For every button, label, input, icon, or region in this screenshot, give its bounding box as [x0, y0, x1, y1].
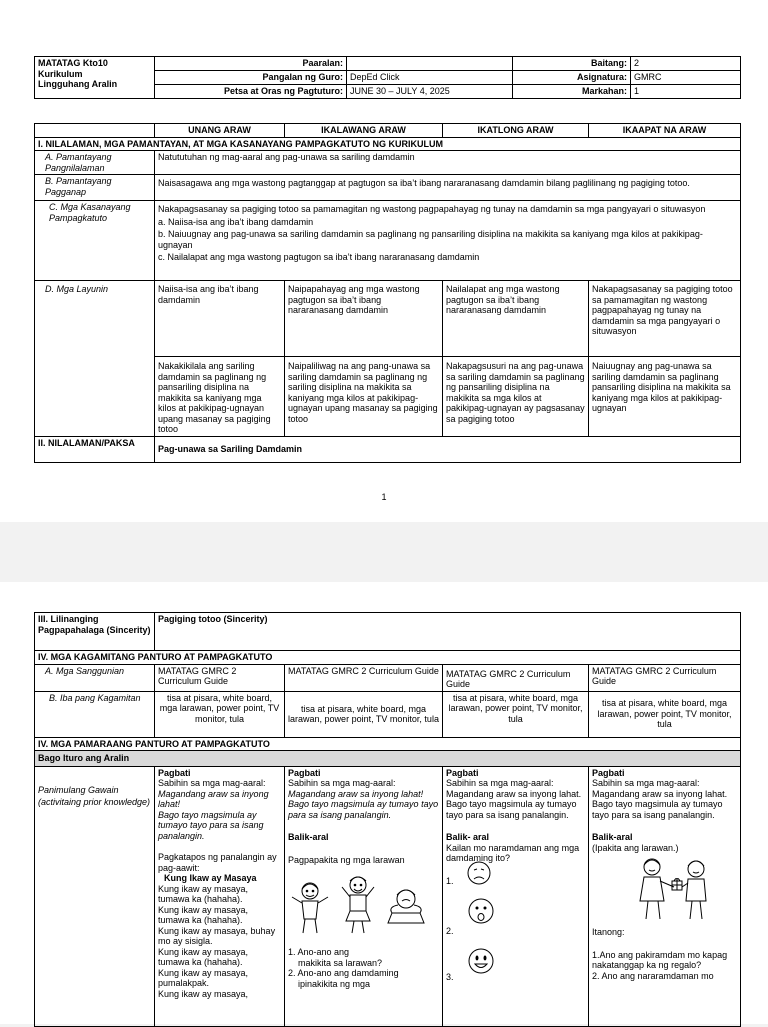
- kagamitan-day3: tisa at pisara, white board, mga larawan, power point, TV monitor, tula: [443, 691, 589, 737]
- kagamitan-day4: tisa at pisara, white board, mga larawan, power point, TV monitor, tula: [589, 691, 741, 737]
- section-3-text: Pagiging totoo (Sincerity): [155, 613, 741, 651]
- day-2-header: IKALAWANG ARAW: [285, 124, 443, 138]
- surprised-face-icon: [466, 896, 496, 926]
- panimula-day1: Pagbati Sabihin sa mga mag-aaral: Magandang araw sa inyong lahat! Bago tayo magsimula ay tumayo tayo para sa isang panalangin. Pagkatapos ng panalangin ay pag-aawit: Kung Ikaw ay Masaya Kung ikaw ay masaya, tumawa ka (hahaha). Kung ikaw ay masaya, tumawa ka (hahaha). Kung ikaw ay masaya, buhay mo ay sisigla. Kung ikaw ay masaya, tumawa ka (hahaha). Kung ikaw ay masaya, pumalakpak. Kung ikaw ay masaya,: [155, 766, 285, 1026]
- section-5-title: IV. MGA PAMARAANG PANTURO AT PAMPAGKATUTO: [35, 737, 741, 751]
- petsa-label: Petsa at Oras ng Pagtuturo:: [155, 85, 347, 99]
- happy-face-icon: [466, 946, 496, 976]
- layunin-day3-a: Nailalapat ang mga wastong pagtugon sa iba’t ibang nararanasang damdamin: [443, 281, 589, 357]
- guro-value: DepEd Click: [347, 71, 513, 85]
- sanggunian-day4: MATATAG GMRC 2 Curriculum Guide: [589, 664, 741, 691]
- sanggunian-label: A. Mga Sanggunian: [35, 664, 155, 691]
- layunin-day1-a: Naiisa-isa ang iba’t ibang damdamin: [155, 281, 285, 357]
- panimula-label: Panimulang Gawain (activitaing prior knowledge): [35, 766, 155, 1026]
- section-4-title: IV. MGA KAGAMITANG PANTURO AT PAMPAGKATUTO: [35, 651, 741, 665]
- sad-face-icon: [466, 860, 492, 886]
- pamantayang-pagganap-label: B. Pamantayang Pagganap: [35, 175, 155, 201]
- pamantayang-pangnilalaman-text: Natututuhan ng mag-aaral ang pag-unawa sa sariling damdamin: [155, 151, 741, 175]
- section-2-title: II. NILALAMAN/PAKSA: [35, 436, 155, 462]
- kagamitan-day1: tisa at pisara, white board, mga larawan, power point, TV monitor, tula: [155, 691, 285, 737]
- gift-giving-picture: [630, 853, 720, 925]
- bago-ituro-bar: Bago Ituro ang Aralin: [35, 751, 741, 767]
- layunin-day4-a: Nakapagsasanay sa pagiging totoo sa pamamagitan ng wastong pagpapahayag ng tunay na damdamin sa mga pangyayari o situwasyon: [589, 281, 741, 357]
- layunin-label: D. Mga Layunin: [35, 281, 155, 437]
- header-table: [34, 56, 741, 99]
- pamantayang-pagganap-text: Naisasagawa ang mga wastong pagtanggap at pagtugon sa iba’t ibang nararanasang damdamin bilang paglilinang ng pagiging totoo.: [155, 175, 741, 201]
- paaralan-label: Paaralan:: [155, 57, 347, 71]
- kasanayan-text: Nakapagsasanay sa pagiging totoo sa pamamagitan ng wastong pagpapahayag ng tunay na damdamin sa mga pangyayari o situwasyon a. Naiisa-isa ang iba’t ibang damdamin b. Naiuugnay ang pag-unawa sa sariling damdamin sa paglinang ng pansariling disiplina na makikita sa kaniyang mga kilos at pakikipag-ugnayan c. Nailalapat ang mga wastong pagtugon sa iba’t ibang nararanasang damdamin: [155, 201, 741, 281]
- page-2: [0, 582, 768, 1024]
- paaralan-value: [347, 57, 513, 71]
- day-4-header: IKAAPAT NA ARAW: [589, 124, 741, 138]
- layunin-day2-a: Naipapahayag ang mga wastong pagtugon sa iba’t ibang nararanasang damdamin: [285, 281, 443, 357]
- petsa-value: JUNE 30 – JULY 4, 2025: [347, 85, 513, 99]
- section-1-title: I. NILALAMAN, MGA PAMANTAYAN, AT MGA KASANAYANG PAMPAGKATUTO NG KURIKULUM: [35, 137, 741, 151]
- section-2-text: Pag-unawa sa Sariling Damdamin: [155, 436, 741, 462]
- page-number: 1: [381, 492, 387, 502]
- guro-label: Pangalan ng Guro:: [155, 71, 347, 85]
- day-1-header: UNANG ARAW: [155, 124, 285, 138]
- panimula-day2: Pagbati Sabihin sa mga mag-aaral: Magandang araw sa inyong lahat! Bago tayo magsimula ay tumayo tayo para sa isang panalangin. Balik-aral Pagpapakita ng mga larawan 1. Ano-ano ang makikita sa larawan? 2. Ano-ano ang damdaming ipinakikita ng mga: [285, 766, 443, 1026]
- layunin-day4-b: Naiuugnay ang pag-unawa sa sariling damdamin sa paglinang pansariling disiplina na makikita sa kaniyang mga kilos at pakikipag-ugnayan: [589, 357, 741, 437]
- children-emotions-picture: [288, 871, 438, 939]
- lesson-table-page1: [34, 123, 741, 463]
- lesson-table-page2: [34, 612, 741, 1027]
- baitang-label: Baitang:: [513, 57, 631, 71]
- panimula-day3: Pagbati Sabihin sa mga mag-aaral: Magandang araw sa inyong lahat. Bago tayo magsimula ay tumayo tayo para sa isang panalangin. Balik- aral Kailan mo naramdaman ang mga damdaming ito? 1. 2. 3.: [443, 766, 589, 1026]
- sanggunian-day1: MATATAG GMRC 2 Curriculum Guide: [155, 664, 285, 691]
- day-3-header: IKATLONG ARAW: [443, 124, 589, 138]
- layunin-day2-b: Naipaliliwag na ang pang-unawa sa sariling damdamin sa paglinang ng sariling disiplina na makikita sa kaniyang mga kilos at pakikipag-ugnayan upang masanay sa pagiging totoo: [285, 357, 443, 437]
- pamantayang-pangnilalaman-label: A. Pamantayang Pangnilalaman: [35, 151, 155, 175]
- markahan-label: Markahan:: [513, 85, 631, 99]
- panimula-day4: Pagbati Sabihin sa mga mag-aaral: Magandang araw sa inyong lahat. Bago tayo magsimula ay tumayo tayo para sa isang panalangin. Balik-aral (Ipakita ang larawan.) Itanong: 1.Ano ang pakiramdam mo kapag nakatanggap ka ng regalo? 2. Ano ang nararamdaman mo: [589, 766, 741, 1026]
- sanggunian-day2: MATATAG GMRC 2 Curriculum Guide: [285, 664, 443, 691]
- markahan-value: 1: [631, 85, 741, 99]
- curriculum-title: MATATAG Kto10 Kurikulum Lingguhang Aralin: [35, 57, 155, 99]
- asignatura-label: Asignatura:: [513, 71, 631, 85]
- asignatura-value: GMRC: [631, 71, 741, 85]
- sanggunian-day3: MATATAG GMRC 2 Curriculum Guide: [443, 664, 589, 691]
- kasanayan-label: C. Mga Kasanayang Pampagkatuto: [35, 201, 155, 281]
- section-3-title: III. Lilinanging Pagpapahalaga (Sincerity): [35, 613, 155, 651]
- layunin-day1-b: Nakakikilala ang sariling damdamin sa paglinang ng pansariling disiplina na makikita sa kaniyang mga kilos at pakikipag-ugnayan upang masanay sa pagiging totoo: [155, 357, 285, 437]
- baitang-value: 2: [631, 57, 741, 71]
- kagamitan-day2: tisa at pisara, white board, mga larawan, power point, TV monitor, tula: [285, 691, 443, 737]
- layunin-day3-b: Nakapagsusuri na ang pag-unawa sa sariling damdamin sa paglinang ng pansariling disiplina na makikita sa mga kilos at pakikipag-ugnayan ay pagsasanay sa pagiging totoo: [443, 357, 589, 437]
- kagamitan-label: B. Iba pang Kagamitan: [35, 691, 155, 737]
